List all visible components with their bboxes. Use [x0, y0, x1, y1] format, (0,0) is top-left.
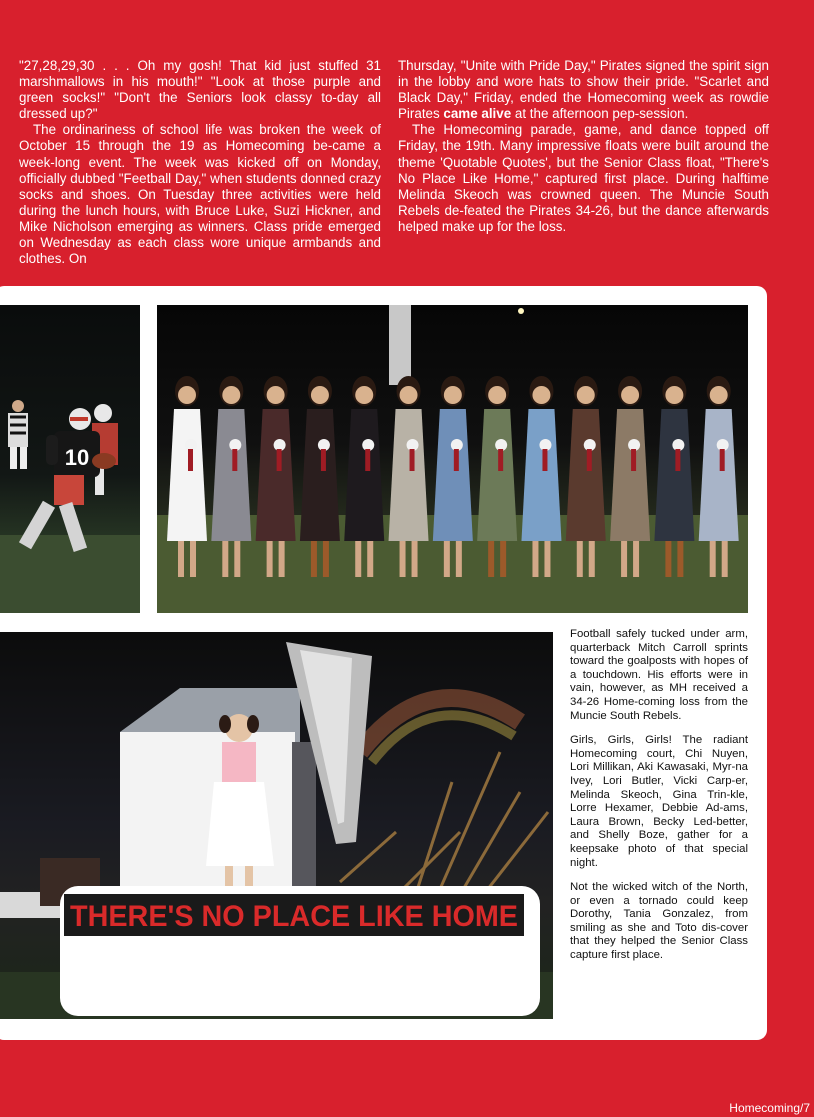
football-illustration: [0, 305, 140, 613]
float-illustration: [0, 632, 553, 1019]
jersey-number: 10: [64, 445, 90, 470]
float-banner-text: THERE'S NO PLACE LIKE HOME: [70, 900, 518, 933]
came-alive-bold: came alive: [443, 106, 512, 122]
caption-football: Football safely tucked under arm, quarterback Mitch Carroll sprints toward the goalposts with hopes of a touchdown. His efforts were in vain, however, as MH received a 34-26 Home-coming loss from the Muncie South Rebels.: [570, 628, 748, 722]
left-text-column: [19, 58, 381, 267]
homecoming-court-photo: [157, 305, 748, 613]
week-paragraph: The ordinariness of school life was broken the week of October 15 through the 19 as Homecoming be-came a week-long event. The week was kicked off on Monday, officially dubbed "Feetball Day," when students donned crazy socks and shoes. On Tuesday three activities were held during the lunch hours, with Bruce Luke, Suzi Hickner, and Mike Nicholson emerging as winners. Class pride emerged on Wednesday as each class wore unique armbands and clothes. On: [19, 122, 381, 267]
football-photo: [0, 305, 140, 613]
photo-captions: [570, 628, 748, 974]
caption-court: Girls, Girls, Girls! The radiant Homecoming court, Chi Nuyen, Lori Millikan, Aki Kawasaki, Myr-na Ivey, Lori Butler, Vicki Carp-er, Melinda Skeoch, Gina Trin-kle, Lorre Hexamer, Debbie Ad-ams, Laura Brown, Becky Led-better, and Shelly Boze, gather for a keepsake photo of that special night.: [570, 734, 748, 869]
intro-paragraph: "27,28,29,30 . . . Oh my gosh! That kid just stuffed 31 marshmallows in his mouth!" "Look at those purple and green socks!" "Don't the Seniors look classy to-day all dressed up?": [19, 58, 381, 122]
caption-float: Not the wicked witch of the North, or even a tornado could keep Dorothy, Tania Gonzalez, from smiling as she and Toto dis-cover that they helped the Senior Class capture first place.: [570, 881, 748, 962]
parade-paragraph: The Homecoming parade, game, and dance topped off Friday, the 19th. Many impressive floats were built around the theme 'Quotable Quotes', but the Senior Class float, "There's No Place Like Home," captured first place. During halftime Melinda Skeoch was crowned queen. The Muncie South Rebels de-feated the Pirates 34-26, but the dance afterwards helped make up for the loss.: [398, 122, 769, 234]
court-illustration: [157, 305, 748, 613]
page-folio: Homecoming/7: [729, 1101, 810, 1115]
thursday-text: Thursday, "Unite with Pride Day," Pirates signed the spirit sign in the lobby and wore hats to show their pride. "Scarlet and Black Day," Friday, ended the Homecoming week as rowdie Pirates: [398, 58, 769, 122]
senior-float-photo: [0, 632, 553, 1019]
thursday-paragraph: [398, 58, 769, 122]
pep-session-text: at the afternoon pep-session.: [511, 106, 689, 122]
right-text-column: [398, 58, 769, 235]
